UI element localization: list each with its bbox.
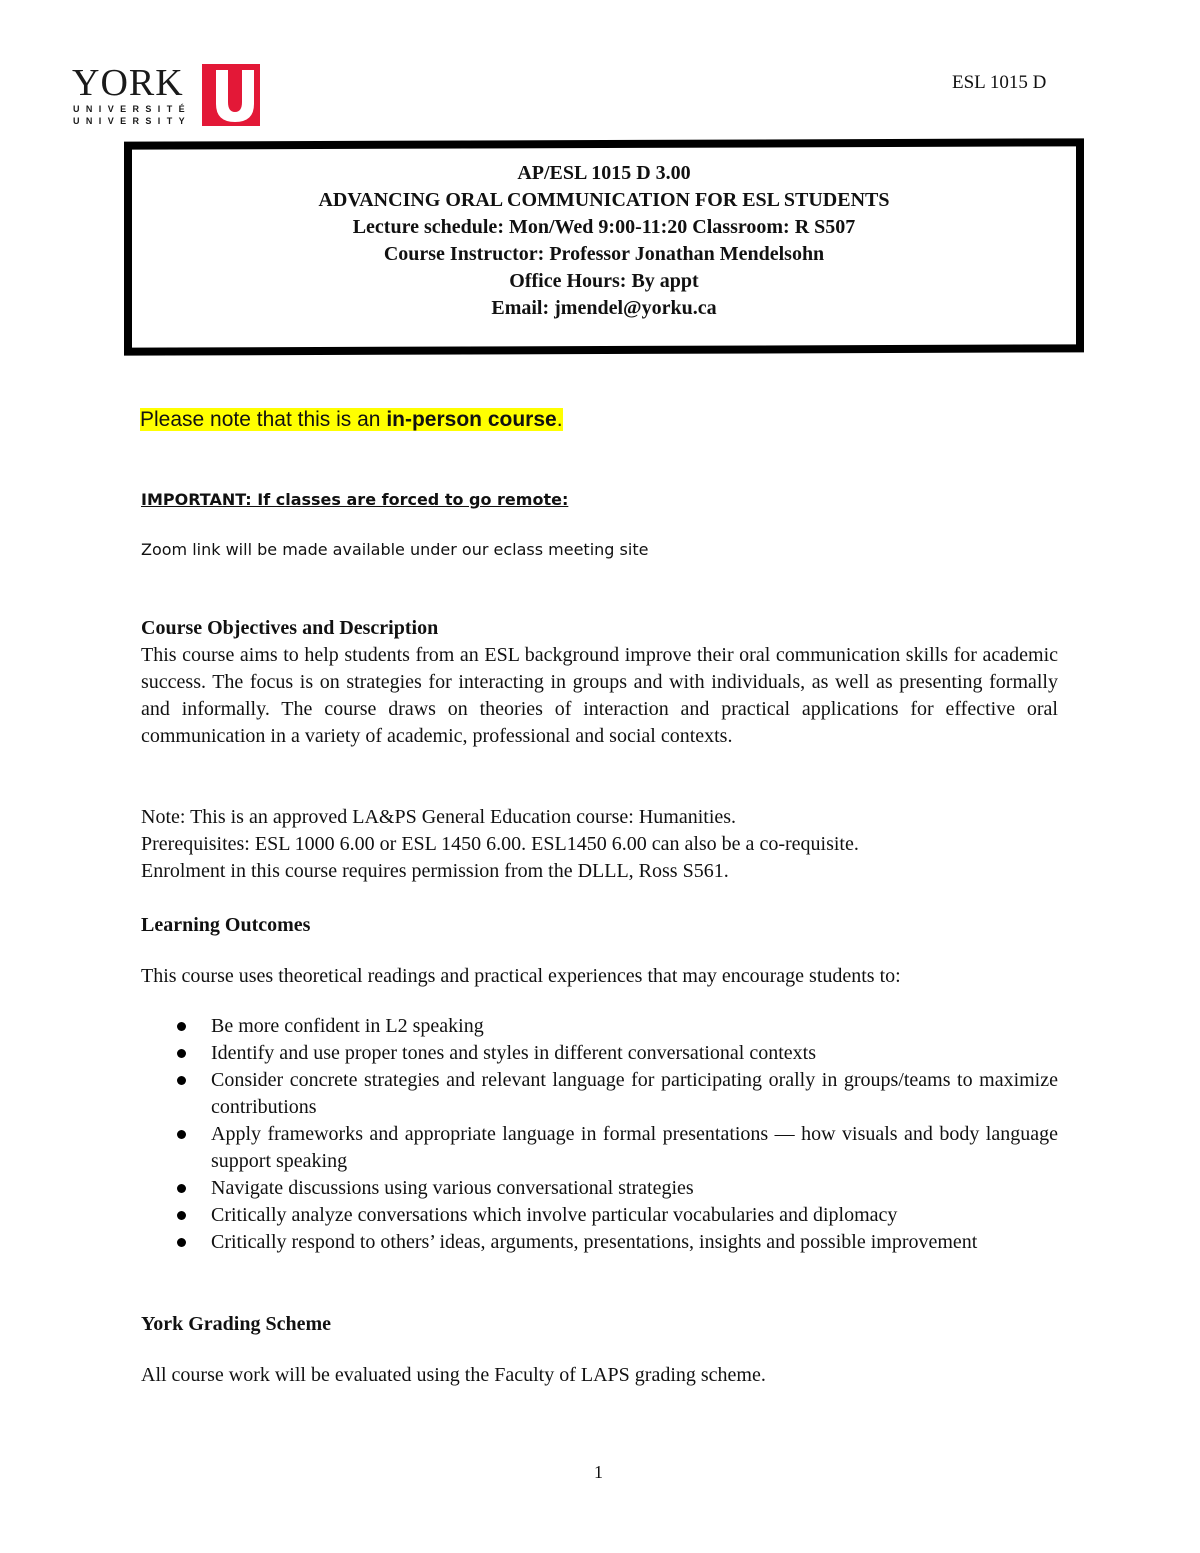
course-title: ADVANCING ORAL COMMUNICATION FOR ESL STUDENTS: [318, 189, 890, 211]
prerequisites: Prerequisites: ESL 1000 6.00 or ESL 1450 6.00. ESL1450 6.00 can also be a co-requisite.: [141, 833, 859, 855]
list-item: Critically analyze conversations which involve particular vocabularies and diplomacy: [141, 1202, 1058, 1229]
header-course-code: ESL 1015 D: [952, 72, 1047, 93]
grading-body: All course work will be evaluated using the Faculty of LAPS grading scheme.: [141, 1364, 766, 1386]
course-instructor: Course Instructor: Professor Jonathan Mendelsohn: [383, 243, 825, 265]
course-code: AP/ESL 1015 D 3.00: [517, 162, 691, 184]
office-hours: Office Hours: By appt: [509, 270, 699, 292]
list-item: Consider concrete strategies and relevant language for participating orally in groups/teams to maximize contributions: [141, 1067, 1058, 1121]
outcomes-list: [141, 1013, 1058, 1256]
york-university-logo: [72, 64, 262, 126]
instructor-email: Email: jmendel@yorku.ca: [491, 297, 717, 319]
gen-ed-note: Note: This is an approved LA&PS General Education course: Humanities.: [141, 806, 737, 828]
bullet-icon: [177, 1022, 186, 1031]
outcomes-intro: This course uses theoretical readings and practical experiences that may encourage students to:: [141, 965, 901, 987]
logo-york-text: YORK: [72, 62, 184, 104]
bullet-icon: [177, 1211, 186, 1220]
bullet-icon: [177, 1049, 186, 1058]
grading-heading: York Grading Scheme: [141, 1313, 331, 1335]
bullet-icon: [177, 1238, 186, 1247]
outcomes-heading: Learning Outcomes: [141, 914, 311, 936]
note-suffix: .: [556, 408, 563, 431]
york-u-logo-icon: [202, 64, 260, 126]
bullet-icon: [177, 1184, 186, 1193]
page-number: 1: [594, 1462, 603, 1482]
lecture-schedule: Lecture schedule: Mon/Wed 9:00-11:20 Classroom: R S507: [352, 216, 856, 238]
logo-university-text: UNIVERSITY: [73, 116, 192, 126]
course-info-box: [124, 138, 1084, 355]
objectives-heading: Course Objectives and Description: [141, 617, 439, 639]
list-item: Apply frameworks and appropriate language in formal presentations — how visuals and body language support speaking: [141, 1121, 1058, 1175]
in-person-note: [140, 406, 563, 434]
logo-universite-text: UNIVERSITÉ: [73, 104, 192, 114]
important-heading: IMPORTANT: If classes are forced to go remote:: [141, 490, 569, 509]
note-emphasis: in-person course: [386, 408, 557, 431]
list-item: Be more confident in L2 speaking: [141, 1013, 1058, 1040]
bullet-icon: [177, 1130, 186, 1139]
list-item: Identify and use proper tones and styles in different conversational contexts: [141, 1040, 1058, 1067]
zoom-link-note: Zoom link will be made available under our eclass meeting site: [141, 540, 649, 559]
list-item: Navigate discussions using various conversational strategies: [141, 1175, 1058, 1202]
list-item: Critically respond to others’ ideas, arguments, presentations, insights and possible improvement: [141, 1229, 1058, 1256]
bullet-icon: [177, 1076, 186, 1085]
enrolment-note: Enrolment in this course requires permission from the DLLL, Ross S561.: [141, 860, 729, 882]
note-prefix: Please note that this is an: [140, 408, 387, 431]
objectives-body: This course aims to help students from an ESL background improve their oral communication skills for academic success. The focus is on strategies for interacting in groups and with individuals, as well as presenting formally and informally. The course draws on theories of interaction and practical applications for effective oral communication in a variety of academic, professional and social contexts.: [141, 644, 1058, 747]
